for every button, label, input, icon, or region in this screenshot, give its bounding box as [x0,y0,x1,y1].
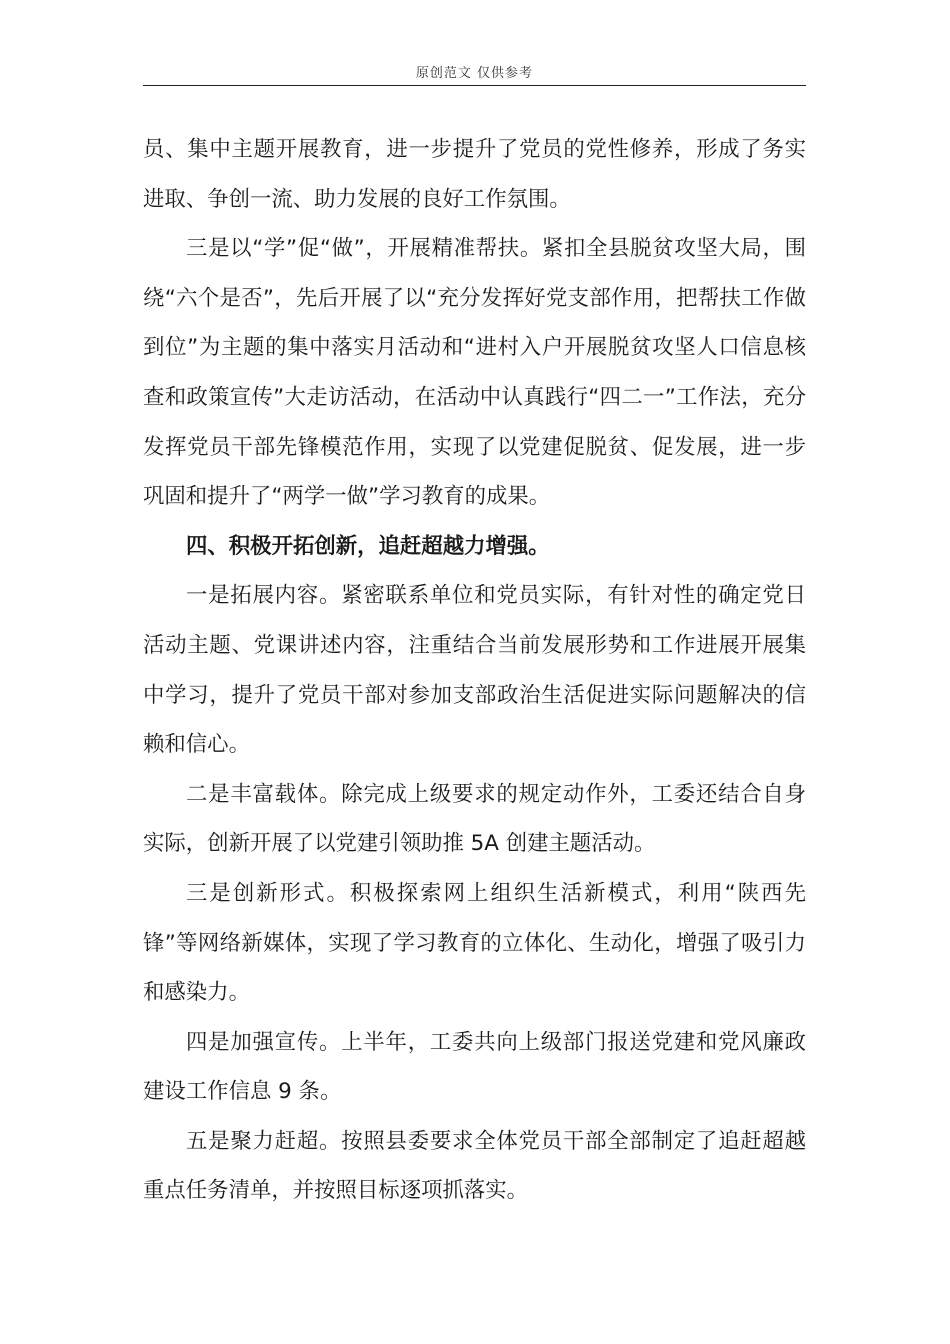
paragraph-enrich-carriers: 二是丰富载体。除完成上级要求的规定动作外，工委还结合自身实际，创新开展了以党建引领助推 5A 创建主题活动。 [143,781,806,857]
document-body [143,125,806,1216]
paragraph-continuation: 员、集中主题开展教育，进一步提升了党员的党性修养，形成了务实进取、争创一流、助力发展的良好工作氛围。 [143,137,806,212]
header-divider [143,85,806,86]
page-header: 原创范文 仅供参考 [415,66,534,81]
paragraph-expand-content: 一是拓展内容。紧密联系单位和党员实际，有针对性的确定党日活动主题、党课讲述内容，注重结合当前发展形势和工作进展开展集中学习，提升了党员干部对参加支部政治生活促进实际问题解决的信赖和信心。 [143,583,806,758]
paragraph-strengthen-publicity: 四是加强宣传。上半年，工委共向上级部门报送党建和党风廉政建设工作信息 9 条。 [143,1029,806,1105]
section-heading-innovation: 四、积极开拓创新，追赶超越力增强。 [186,533,550,559]
paragraph-innovate-forms: 三是创新形式。积极探索网上组织生活新模式，利用“陕西先锋”等网络新媒体，实现了学习教育的立体化、生动化，增强了吸引力和感染力。 [143,880,806,1006]
paragraph-precise-assistance: 三是以“学”促“做”，开展精准帮扶。紧扣全县脱贫攻坚大局，围绕“六个是否”，先后开展了以“充分发挥好党支部作用，把帮扶工作做到位”为主题的集中落实月活动和“进村入户开展脱贫攻坚人口信息核查和政策宣传”大走访活动，在活动中认真践行“四二一”工作法，充分发挥党员干部先锋模范作用，实现了以党建促脱贫、促发展，进一步巩固和提升了“两学一做”学习教育的成果。 [143,236,806,510]
paragraph-catch-up: 五是聚力赶超。按照县委要求全体党员干部全部制定了追赶超越重点任务清单，并按照目标逐项抓落实。 [143,1128,806,1204]
